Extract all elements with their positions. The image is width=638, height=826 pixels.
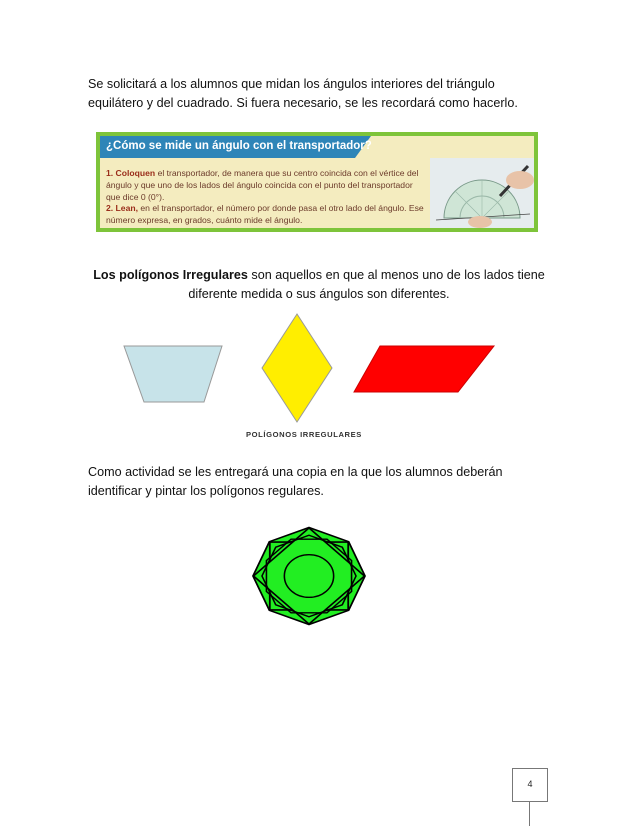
parallelogram-shape [354,346,494,392]
irregular-polygons-figure [110,306,510,446]
rhombus-shape [262,314,332,422]
protractor-icon [430,158,534,228]
step-1-label: 1. Coloquen [106,168,156,178]
activity-paragraph [88,463,550,501]
intro-paragraph [88,75,550,113]
textbook-paper [100,136,534,228]
irregular-definition-line-2: diferente medida o sus ángulos son diferentes. [188,287,450,301]
page-number: 4 [527,779,533,789]
step-2-text: en el transportador, el número por donde pasa el otro lado del ángulo. Ese número expresa, en grados, cuánto mide el ángulo. [106,203,424,226]
star-polygon-figure [250,525,368,627]
page-number-line [529,802,530,826]
protractor-photo [430,158,534,228]
irregular-polygons-caption: POLÍGONOS IRREGULARES [246,430,362,439]
trapezoid-shape [124,346,222,402]
star-icon [250,525,368,627]
intro-line-1: Se solicitará a los alumnos que midan los ángulos interiores del triángulo [88,77,495,91]
step-2-label: 2. Lean, [106,203,138,214]
irregular-term: Los polígonos Irregulares [93,268,248,282]
activity-line-1: Como actividad se les entregará una copia en la que los alumnos deberán [88,465,503,479]
intro-line-2: equilátero y del cuadrado. Si fuera necesario, se les recordará como hacerlo. [88,96,518,110]
textbook-title: ¿Cómo se mide un ángulo con el transportador? [106,140,372,152]
irregular-definition [80,266,558,304]
textbook-steps [106,168,424,227]
textbook-excerpt [96,132,538,232]
activity-line-2: identificar y pintar los polígonos regulares. [88,484,324,498]
step-1-text: el transportador, de manera que su centro coincida con el vértice del ángulo y que uno de los lados del ángulo coincida con el punto del transportador que dice 0 (0°). [106,168,419,202]
irregular-definition-text: son aquellos en que al menos uno de los lados tiene [251,268,545,282]
